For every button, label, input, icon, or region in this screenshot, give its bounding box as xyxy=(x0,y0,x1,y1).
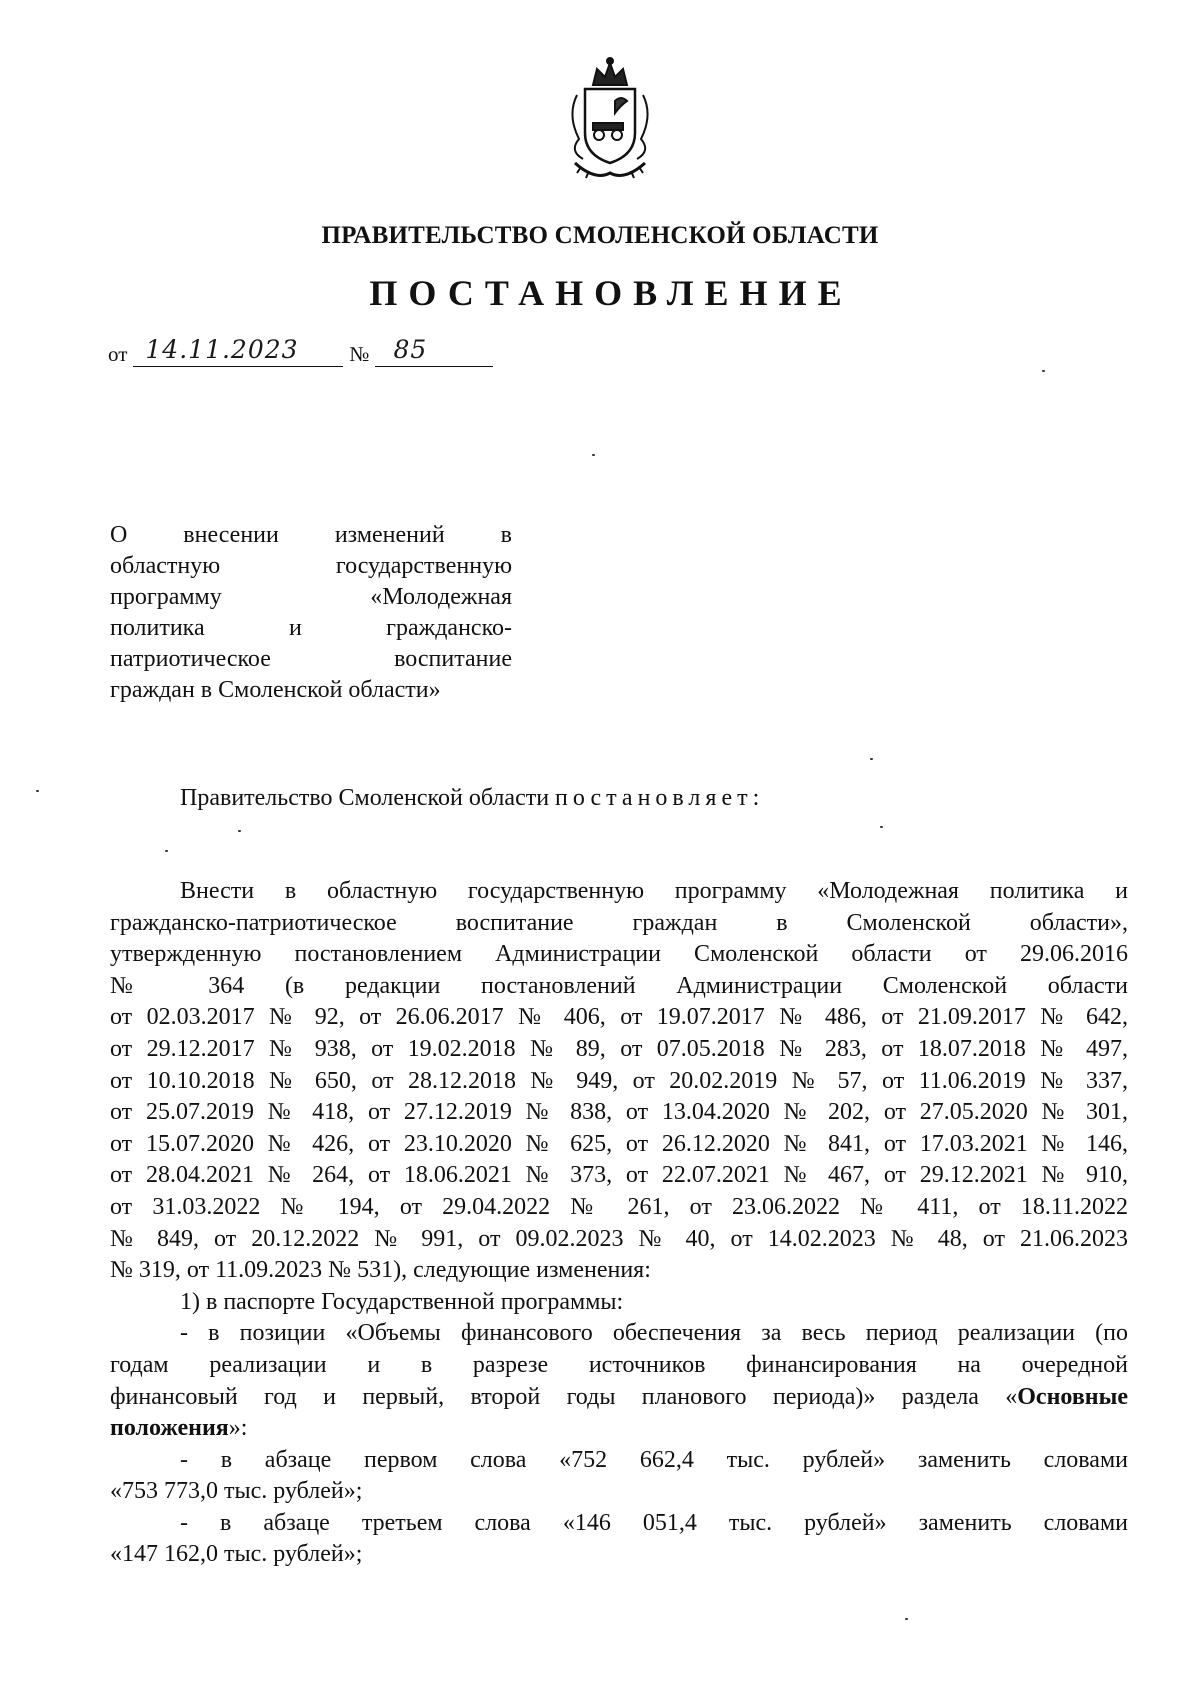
scan-speck xyxy=(165,850,168,852)
position-line-text: финансовый год и первый, второй годы планового периода)» раздела « xyxy=(110,1383,1018,1410)
body-line: № 364 (в редакции постановлений Администрации Смоленской области xyxy=(110,972,1128,999)
scan-speck xyxy=(1042,370,1045,372)
position-tail: »: xyxy=(228,1415,248,1442)
body-line: от 25.07.2019 № 418, от 27.12.2019 № 838, от 13.04.2020 № 202, от 27.05.2020 № 301, xyxy=(110,1099,1128,1126)
body-line: от 28.04.2021 № 264, от 18.06.2021 № 373, от 22.07.2021 № 467, от 29.12.2021 № 910, xyxy=(110,1162,1128,1189)
body-line: от 02.03.2017 № 92, от 26.06.2017 № 406, от 19.07.2017 № 486, от 21.09.2017 № 642, xyxy=(110,1004,1128,1031)
subject-line: областную государственную xyxy=(110,553,512,579)
smolensk-coat-of-arms-emblem xyxy=(555,55,665,185)
paragraph-3-change: - в абзаце третьем слова «146 051,4 тыс. рублей» заменить словами xyxy=(180,1509,1128,1536)
body-line: от 10.10.2018 № 650, от 28.12.2018 № 949, от 20.02.2019 № 57, от 11.06.2019 № 337, xyxy=(110,1067,1128,1094)
body-line: от 31.03.2022 № 194, от 29.04.2022 № 261, от 23.06.2022 № 411, от 18.11.2022 xyxy=(110,1193,1128,1220)
scan-speck xyxy=(870,758,873,760)
resolve-lead: Правительство Смоленской области xyxy=(180,785,550,811)
scan-speck xyxy=(905,1618,908,1620)
scan-speck xyxy=(36,790,39,792)
scan-speck xyxy=(880,826,883,828)
government-name: ПРАВИТЕЛЬСТВО СМОЛЕНСКОЙ ОБЛАСТИ xyxy=(321,222,879,249)
body-line: гражданско-патриотическое воспитание граждан в Смоленской области», xyxy=(110,909,1128,936)
decree-body xyxy=(110,876,1128,1571)
body-line: от 29.12.2017 № 938, от 19.02.2018 № 89, от 07.05.2018 № 283, от 18.07.2018 № 497, xyxy=(110,1035,1128,1062)
paragraph-1-change: - в абзаце первом слова «752 662,4 тыс. рублей» заменить словами xyxy=(180,1446,1128,1473)
body-line: № 849, от 20.12.2022 № 991, от 09.02.2023 № 40, от 14.02.2023 № 48, от 21.06.2023 xyxy=(110,1225,1128,1252)
body-line: утвержденную постановлением Администрации Смоленской области от 29.06.2016 xyxy=(110,941,1128,968)
resolve-verb: постановляет: xyxy=(555,785,765,811)
body-line: № 319, от 11.09.2023 № 531), следующие изменения: xyxy=(110,1257,651,1284)
number-field xyxy=(375,335,493,367)
subject-line: патриотическое воспитание xyxy=(110,646,512,672)
section-name-part-1: Основные xyxy=(1017,1383,1128,1410)
section-name-part-2: положения xyxy=(110,1415,229,1442)
body-line: Внести в областную государственную программу «Молодежная политика и xyxy=(180,878,1128,904)
handwritten-number: 85 xyxy=(393,335,428,364)
position-line: годам реализации и в разрезе источников финансирования на очередной xyxy=(110,1351,1128,1378)
position-line xyxy=(110,1382,1128,1414)
resolve-statement xyxy=(180,785,764,812)
body-line: от 15.07.2020 № 426, от 23.10.2020 № 625, от 26.12.2020 № 841, от 17.03.2021 № 146, xyxy=(110,1130,1128,1157)
date-field xyxy=(133,335,343,367)
handwritten-date: 14.11.2023 xyxy=(145,335,299,364)
subject-line: О внесении изменений в xyxy=(110,522,512,548)
scan-speck xyxy=(592,454,595,456)
subject-line: программу «Молодежная xyxy=(110,584,512,610)
scan-speck xyxy=(238,830,241,832)
position-line xyxy=(110,1413,1128,1445)
decree-subject xyxy=(110,520,512,706)
item-1-heading: 1) в паспорте Государственной программы: xyxy=(180,1288,624,1315)
decree-title: ПОСТАНОВЛЕНИЕ xyxy=(369,273,853,313)
paragraph-1-change: «753 773,0 тыс. рублей»; xyxy=(110,1478,363,1505)
subject-line: граждан в Смоленской области» xyxy=(110,677,441,703)
date-prefix: от xyxy=(108,342,128,366)
decree-date-number-line xyxy=(108,335,499,367)
paragraph-3-change: «147 162,0 тыс. рублей»; xyxy=(110,1541,363,1568)
position-line: - в позиции «Объемы финансового обеспечения за весь период реализации (по xyxy=(180,1320,1128,1347)
number-sign: № xyxy=(349,342,370,366)
subject-line: политика и гражданско- xyxy=(110,615,512,641)
